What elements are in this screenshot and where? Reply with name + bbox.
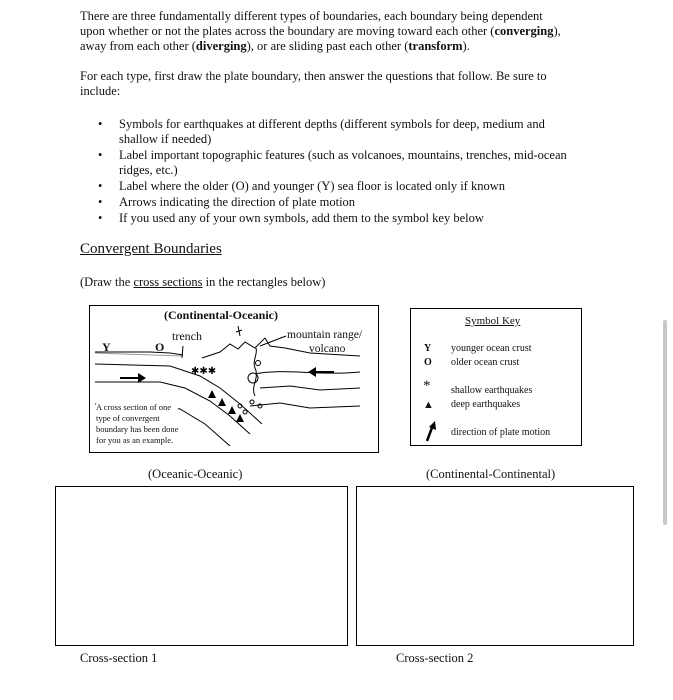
bullet-item: If you used any of your own symbols, add them to the symbol key below	[119, 211, 484, 225]
key-symbol-o: O	[424, 357, 432, 368]
label-volcano: volcano	[309, 343, 346, 355]
bullet-item: Label important topographic features (such as volcanoes, mountains, trenches, mid-ocean ridges, etc.)	[119, 148, 567, 177]
key-symbol-y: Y	[424, 343, 432, 354]
example-caption: A cross section of one type of convergent boundary has been done for you as an example.	[96, 402, 179, 445]
key-label-deep: deep earthquakes	[451, 399, 521, 410]
bullet-dot: •	[98, 211, 103, 225]
cross-section-2-caption: Cross-section 2	[396, 651, 474, 665]
label-younger: Y	[102, 340, 111, 354]
symbol-key-box	[410, 308, 582, 446]
example-diagram-box	[89, 305, 379, 453]
example-title: (Continental-Oceanic)	[164, 308, 278, 322]
key-symbol-star-icon: *	[423, 378, 431, 394]
drawing-box-2[interactable]	[356, 486, 634, 646]
key-label-shallow: shallow earthquakes	[451, 385, 533, 396]
svg-text:✱✱✱: ✱✱✱	[191, 366, 217, 377]
label-mountain: mountain range/	[287, 329, 363, 341]
bullet-dot: •	[98, 195, 103, 209]
drawing-box-1[interactable]	[55, 486, 348, 646]
key-label-younger: younger ocean crust	[451, 343, 532, 354]
bullet-dot: •	[98, 148, 103, 162]
vertical-scrollbar[interactable]	[663, 320, 667, 525]
symbol-key-title: Symbol Key	[465, 315, 521, 327]
oceanic-oceanic-title: (Oceanic-Oceanic)	[148, 467, 243, 481]
intro-line-3: away from each other (diverging), or are sliding past each other (transform).	[80, 39, 470, 53]
label-trench: trench	[172, 329, 202, 343]
intro-paragraph	[80, 9, 640, 54]
intro-line-2: upon whether or not the plates across the boundary are moving toward each other (converging),	[80, 24, 561, 38]
label-older: O	[155, 340, 165, 354]
bullet-dot: •	[98, 117, 103, 131]
bullet-item: Symbols for earthquakes at different depths (different symbols for deep, medium and shallow if needed)	[119, 117, 545, 146]
key-symbol-triangle-icon: ▲	[423, 399, 434, 411]
continental-continental-title: (Continental-Continental)	[426, 467, 556, 481]
cross-section-1-caption: Cross-section 1	[80, 651, 158, 665]
key-arrow-icon	[421, 419, 441, 443]
bullet-item: Label where the older (O) and younger (Y) sea floor is located only if known	[119, 179, 505, 193]
instructions: For each type, first draw the plate boundary, then answer the questions that follow. Be sure to include:	[80, 69, 547, 98]
key-label-motion: direction of plate motion	[451, 427, 551, 438]
draw-note: (Draw the cross sections in the rectangles below)	[80, 275, 326, 289]
bullet-dot: •	[98, 179, 103, 193]
section-title: Convergent Boundaries	[80, 241, 222, 257]
intro-line-1: There are three fundamentally different types of boundaries, each boundary being dependent	[80, 9, 543, 23]
key-label-older: older ocean crust	[451, 357, 520, 368]
bullet-item: Arrows indicating the direction of plate motion	[119, 195, 356, 209]
